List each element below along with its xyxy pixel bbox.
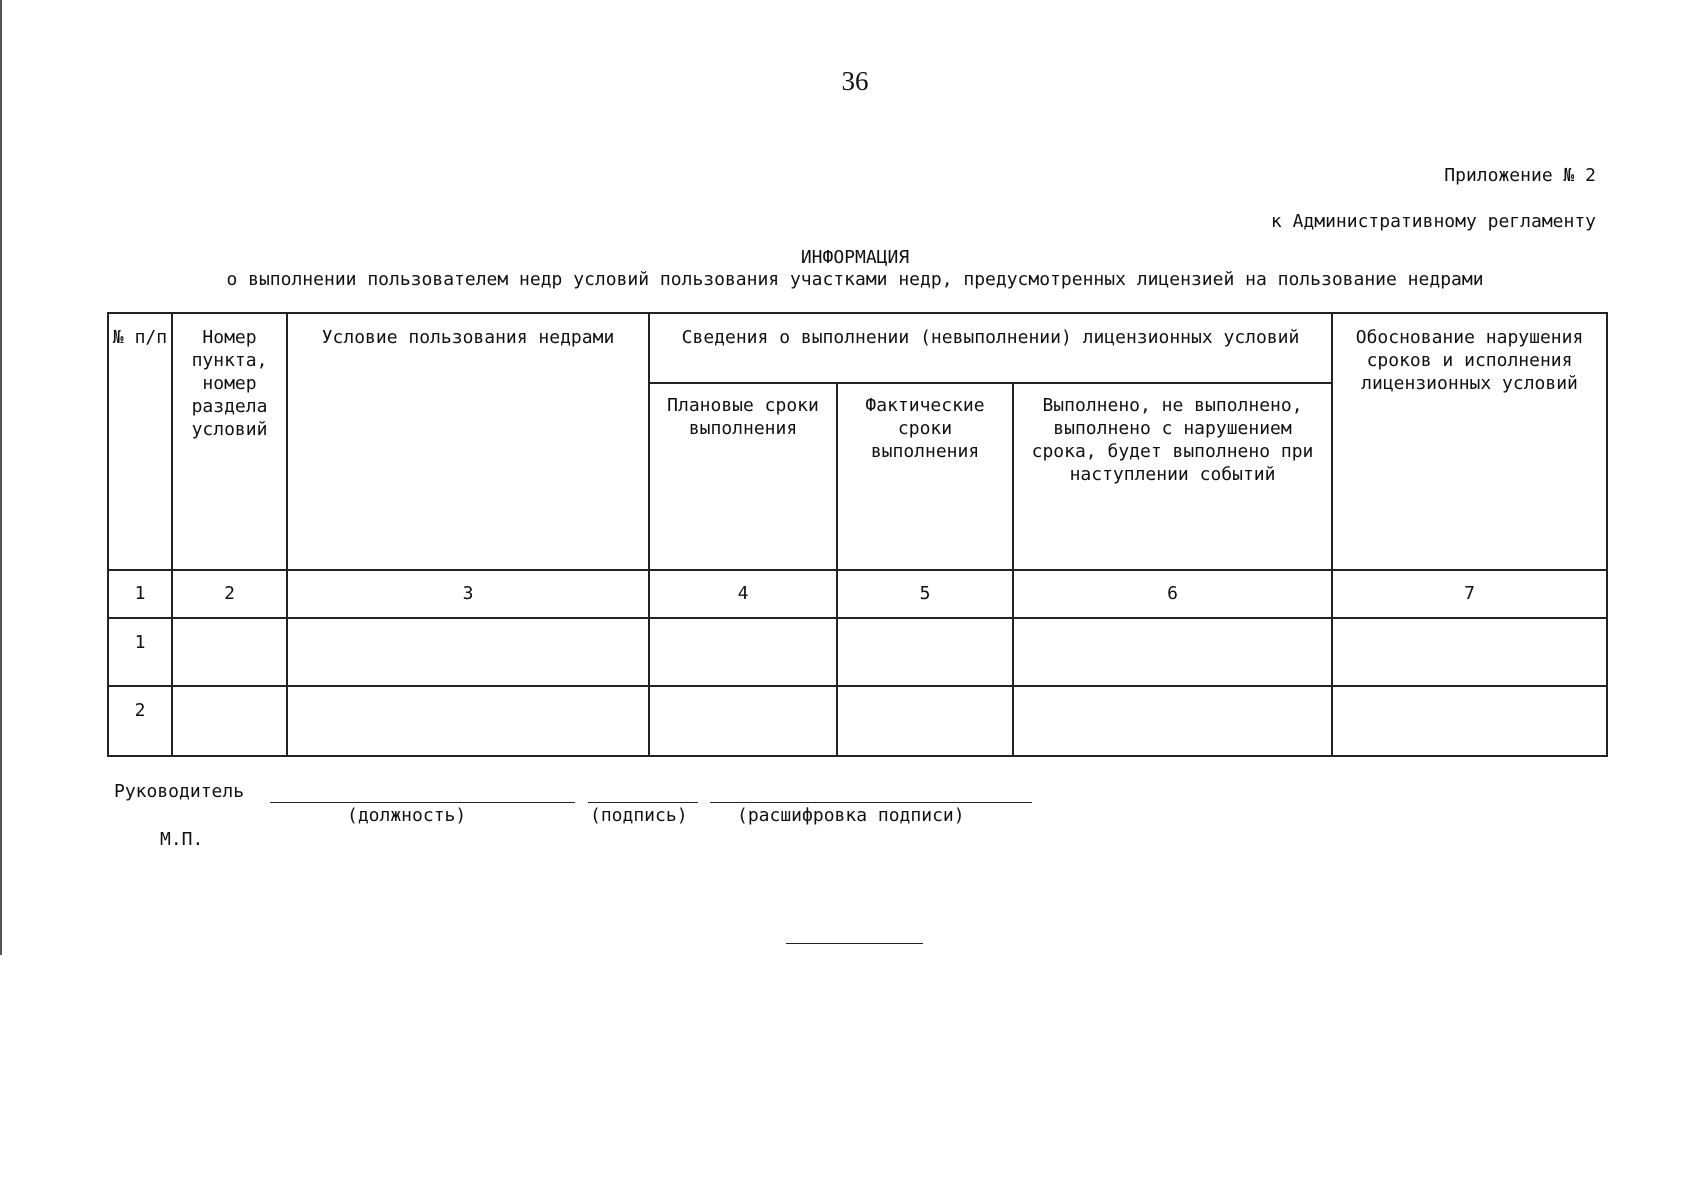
signature-decoding-caption: (расшифровка подписи) xyxy=(737,805,965,826)
end-divider xyxy=(786,943,923,944)
table-cell xyxy=(172,618,287,686)
column-number: 1 xyxy=(108,570,172,618)
table-row xyxy=(108,618,1607,686)
page-edge-line xyxy=(0,0,2,955)
document-subtitle: о выполнении пользователем недр условий пользования участками недр, предусмотренных лицензией на пользование недрами xyxy=(226,269,1484,290)
appendix-label: Приложение № 2 xyxy=(1444,165,1596,186)
table-cell xyxy=(287,686,649,756)
column-number: 7 xyxy=(1332,570,1607,618)
document-title: ИНФОРМАЦИЯ xyxy=(800,247,910,268)
page-number: 36 xyxy=(841,66,869,96)
header-condition: Условие пользования недрами xyxy=(287,313,649,570)
table-cell xyxy=(1332,618,1607,686)
signature-line xyxy=(588,802,698,803)
table-cell xyxy=(1332,686,1607,756)
table-cell xyxy=(837,686,1013,756)
signature-caption: (подпись) xyxy=(590,805,688,826)
column-number: 2 xyxy=(172,570,287,618)
header-actual-dates: Фактические сроки выполнения xyxy=(837,383,1013,569)
table-cell xyxy=(1013,618,1332,686)
header-row-number: № п/п xyxy=(108,313,172,570)
table-row xyxy=(108,686,1607,756)
header-row-main xyxy=(108,313,1607,383)
header-fulfillment-group: Сведения о выполнении (невыполнении) лицензионных условий xyxy=(649,313,1332,383)
column-number: 5 xyxy=(837,570,1013,618)
column-number: 3 xyxy=(287,570,649,618)
table-cell xyxy=(1013,686,1332,756)
table-cell xyxy=(287,618,649,686)
column-number: 4 xyxy=(649,570,837,618)
row-number: 1 xyxy=(108,618,172,686)
header-justification: Обоснование нарушения сроков и исполнения лицензионных условий xyxy=(1332,313,1607,570)
stamp-placeholder: М.П. xyxy=(160,829,204,850)
column-number: 6 xyxy=(1013,570,1332,618)
table-cell xyxy=(172,686,287,756)
report-table xyxy=(107,312,1608,757)
header-clause-number: Номер пункта, номер раздела условий xyxy=(172,313,287,570)
signature-decoding-line xyxy=(710,802,1032,803)
table-cell xyxy=(649,618,837,686)
header-planned-dates: Плановые сроки выполнения xyxy=(649,383,837,569)
appendix-reference: к Административному регламенту xyxy=(1270,211,1596,232)
row-number: 2 xyxy=(108,686,172,756)
position-caption: (должность) xyxy=(347,805,467,826)
table-cell xyxy=(649,686,837,756)
table-cell xyxy=(837,618,1013,686)
column-number-row xyxy=(108,570,1607,618)
signatory-label: Руководитель xyxy=(114,781,245,802)
position-line xyxy=(270,802,575,803)
header-status: Выполнено, не выполнено, выполнено с нарушением срока, будет выполнено при наступлении событий xyxy=(1013,383,1332,569)
